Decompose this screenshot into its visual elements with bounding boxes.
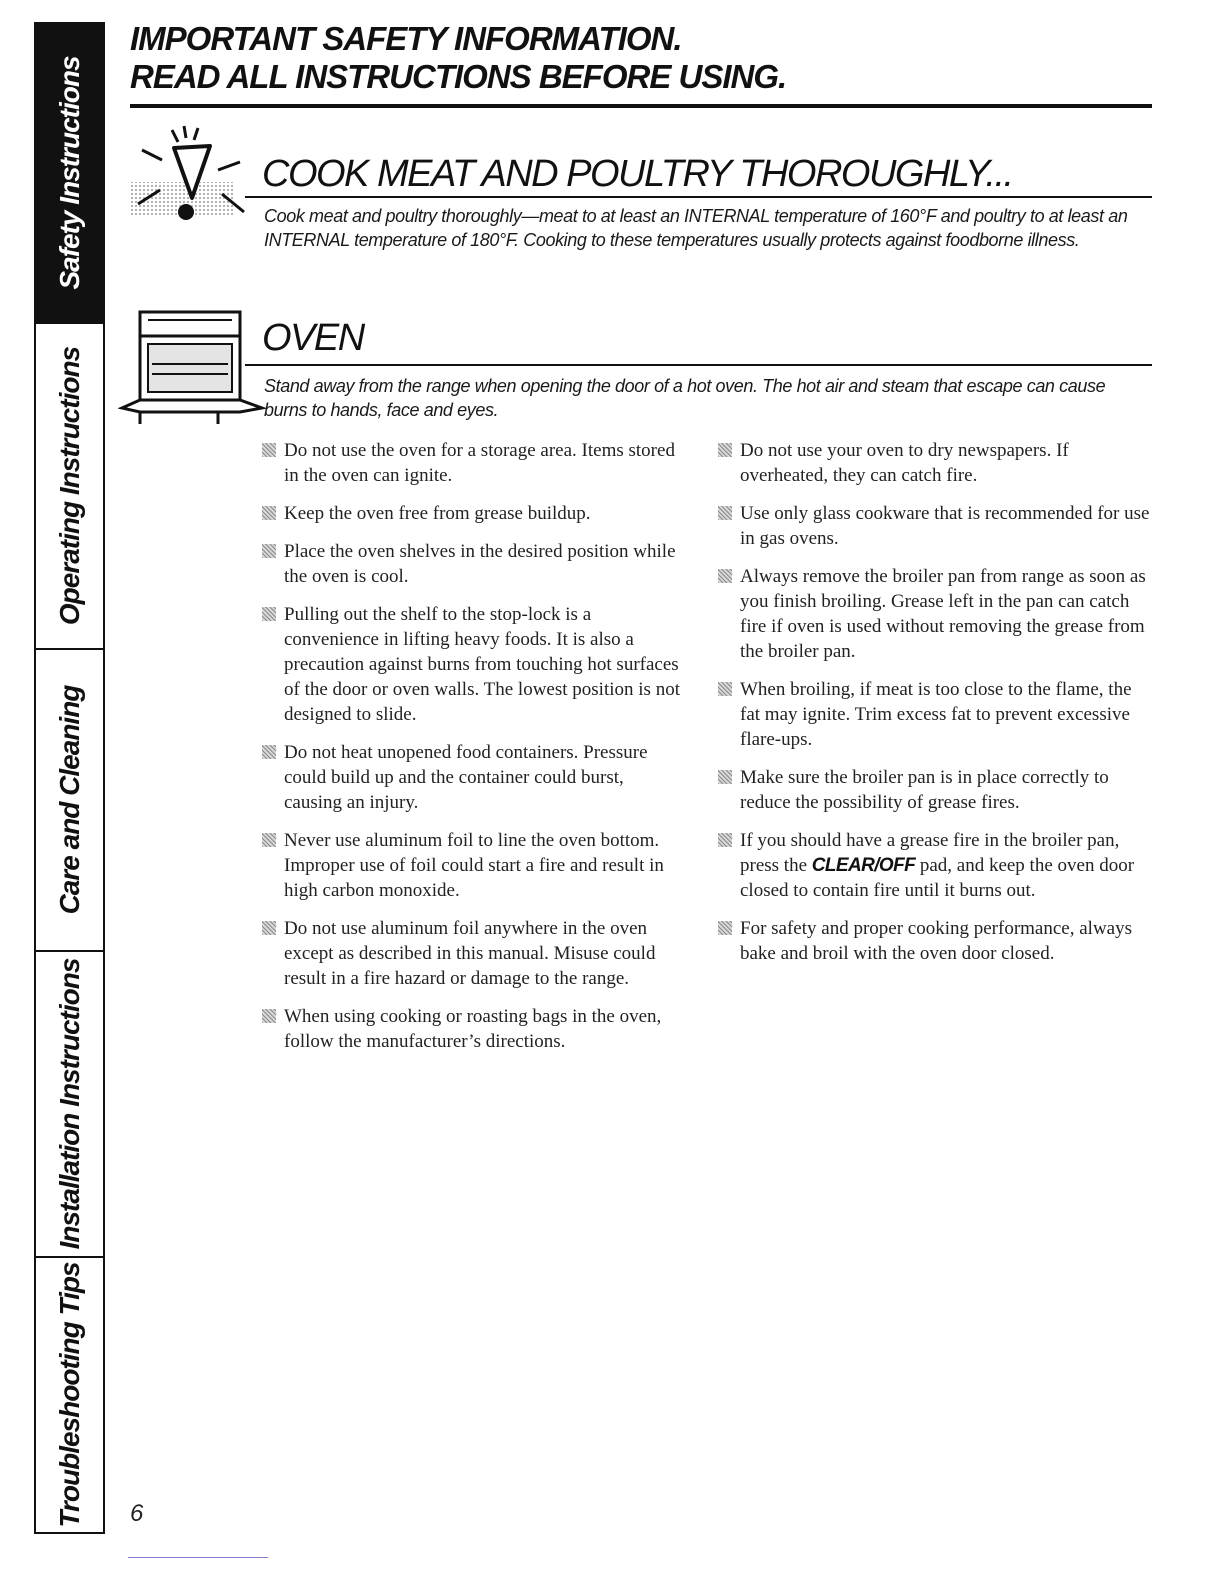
bullet-icon — [262, 745, 276, 759]
list-item-text: Do not use your oven to dry newspapers. If overheated, they can catch fire. — [740, 440, 1069, 486]
oven-section-divider — [245, 364, 1152, 366]
list-item — [256, 828, 686, 903]
list-item-text: Never use aluminum foil to line the oven bottom. Improper use of foil could start a fire and result in high carbon monoxide. — [284, 830, 664, 901]
list-item — [256, 539, 686, 589]
list-item-text: Pulling out the shelf to the stop-lock is a convenience in lifting heavy foods. It is also a precaution against burns from touching hot surfaces of the door or oven walls. The lowest position is not designed to slide. — [284, 604, 680, 725]
list-item-text: Make sure the broiler pan is in place correctly to reduce the possibility of grease fires. — [740, 767, 1109, 813]
bullet-icon — [718, 770, 732, 784]
list-item-text: Do not use the oven for a storage area. Items stored in the oven can ignite. — [284, 440, 675, 486]
list-item-text: Do not use aluminum foil anywhere in the oven except as described in this manual. Misuse could result in a fire hazard or damage to the range. — [284, 918, 656, 989]
bullet-icon — [718, 921, 732, 935]
list-item — [712, 916, 1152, 966]
list-item-text: Use only glass cookware that is recommended for use in gas ovens. — [740, 503, 1150, 549]
tab-label: Installation Instructions — [53, 958, 85, 1250]
list-item — [712, 564, 1152, 664]
list-item-text: Keep the oven free from grease buildup. — [284, 503, 591, 524]
warning-icon — [122, 120, 252, 230]
page-title-line-1: IMPORTANT SAFETY INFORMATION. — [130, 20, 682, 57]
list-item-text: pad, and keep the oven door closed to contain fire until it burns out. — [740, 855, 1135, 901]
list-item-text: Always remove the broiler pan from range as soon as you finish broiling. Grease left in the pan can catch fire if oven is used without removing the grease from the broiler pan. — [740, 566, 1146, 662]
list-item — [256, 740, 686, 815]
tab-label: Safety Instructions — [53, 56, 85, 290]
footer-link-underline — [128, 1557, 268, 1558]
list-item — [712, 765, 1152, 815]
oven-section-lead: Stand away from the range when opening the door of a hot oven. The hot air and steam that escape can cause burns to hands, face and eyes. — [264, 376, 1106, 420]
clear-off-key: CLEAR/OFF — [811, 855, 916, 876]
list-item — [712, 828, 1152, 903]
list-item — [256, 438, 686, 488]
oven-items-left-column — [256, 438, 686, 1067]
cook-section-heading: COOK MEAT AND POULTRY THOROUGHLY... — [262, 153, 1013, 195]
bullet-icon — [262, 833, 276, 847]
tab-label: Operating Instructions — [53, 346, 85, 626]
bullet-icon — [262, 1009, 276, 1023]
bullet-icon — [718, 569, 732, 583]
section-tabs — [34, 22, 105, 1534]
bullet-icon — [262, 607, 276, 621]
page-title — [130, 20, 786, 96]
list-item-text: When broiling, if meat is too close to the flame, the fat may ignite. Trim excess fat to prevent excessive flare-ups. — [740, 679, 1132, 750]
page-title-line-2: READ ALL INSTRUCTIONS BEFORE USING. — [130, 58, 787, 95]
list-item — [712, 677, 1152, 752]
tab-care-and-cleaning[interactable] — [36, 650, 103, 952]
bullet-icon — [718, 443, 732, 457]
list-item — [712, 501, 1152, 551]
header-divider — [130, 104, 1152, 108]
bullet-icon — [262, 443, 276, 457]
bullet-icon — [718, 682, 732, 696]
tab-operating-instructions[interactable] — [36, 324, 103, 650]
list-item-text: Do not heat unopened food containers. Pressure could build up and the container could burst, causing an injury. — [284, 742, 648, 813]
oven-section-heading: OVEN — [262, 317, 364, 359]
bullet-icon — [262, 506, 276, 520]
cook-section-divider — [245, 196, 1152, 198]
tab-installation-instructions[interactable] — [36, 952, 103, 1258]
bullet-icon — [718, 506, 732, 520]
bullet-icon — [718, 833, 732, 847]
list-item-text: Place the oven shelves in the desired position while the oven is cool. — [284, 541, 676, 587]
tab-safety-instructions[interactable] — [36, 24, 103, 324]
tab-label: Troubleshooting Tips — [53, 1262, 85, 1528]
list-item — [256, 916, 686, 991]
tab-troubleshooting-tips[interactable] — [36, 1258, 103, 1532]
list-item-text: If you should have a grease fire in the broiler pan, press the — [740, 830, 1120, 876]
bullet-icon — [262, 921, 276, 935]
list-item — [256, 501, 686, 526]
tab-label: Care and Cleaning — [53, 685, 85, 915]
oven-items-right-column — [712, 438, 1152, 979]
bullet-icon — [262, 544, 276, 558]
list-item-text: For safety and proper cooking performance, always bake and broil with the oven door closed. — [740, 918, 1132, 964]
oven-icon — [118, 308, 266, 430]
list-item-text: When using cooking or roasting bags in the oven, follow the manufacturer’s directions. — [284, 1006, 662, 1052]
list-item — [256, 1004, 686, 1054]
list-item — [712, 438, 1152, 488]
page-number: 6 — [130, 1500, 144, 1527]
list-item — [256, 602, 686, 727]
cook-section-lead: Cook meat and poultry thoroughly—meat to at least an INTERNAL temperature of 160°F and poultry to at least an INTERNAL temperature of 180°F. Cooking to these temperatures usually protects against foodborne illness. — [264, 206, 1128, 250]
